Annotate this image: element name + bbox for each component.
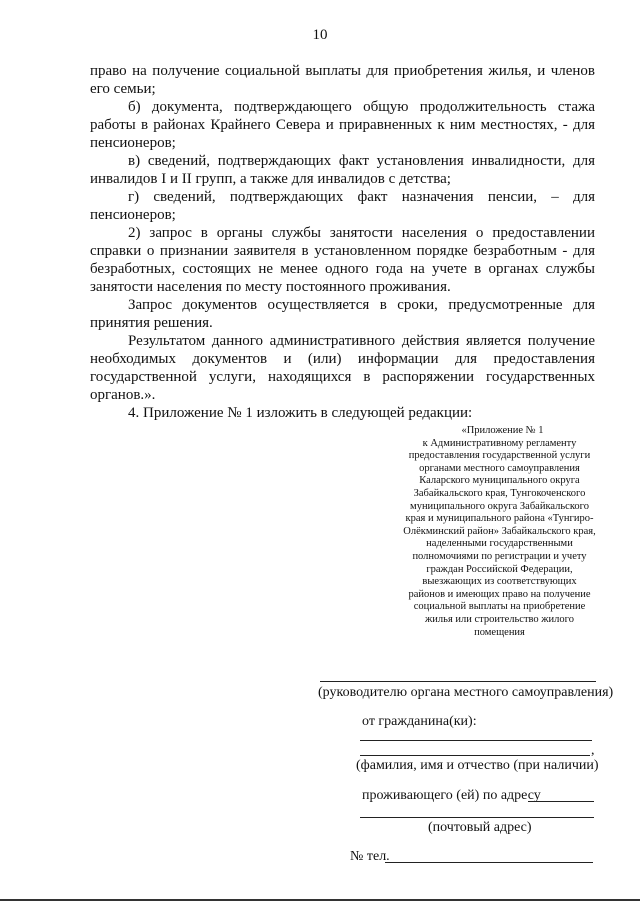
- appendix-line: края и муниципального района «Тунгиро-: [405, 513, 594, 525]
- appendix-heading: [382, 425, 617, 639]
- paragraph: Результатом данного административного действия является получение необходимых документов и (или) информации для предоставления государственной услуги, находящихся в распоряжении государственных органов.».: [90, 333, 595, 403]
- name-line-1[interactable]: [360, 740, 592, 741]
- address-line[interactable]: [360, 817, 594, 818]
- appendix-line: помещения: [474, 626, 525, 638]
- appendix-line: граждан Российской Федерации,: [426, 563, 573, 575]
- appendix-title: «Приложение № 1: [461, 425, 544, 436]
- paragraph: Запрос документов осуществляется в сроки, предусмотренные для принятия решения.: [90, 297, 595, 331]
- bottom-rule: [0, 899, 640, 901]
- appendix-line: жилья или строительство жилого: [425, 613, 574, 625]
- paragraph: в) сведений, подтверждающих факт установления инвалидности, для инвалидов I и II групп, а также для инвалидов с детства;: [90, 153, 595, 187]
- appendix-line: к Административному регламенту: [422, 437, 577, 449]
- paragraph: 4. Приложение № 1 изложить в следующей редакции:: [128, 405, 473, 421]
- phone-label: № тел.: [350, 849, 390, 864]
- name-caption: (фамилия, имя и отчество (при наличии): [356, 758, 599, 773]
- appendix-line: предоставления государственной услуги: [408, 450, 591, 462]
- page-number: 10: [312, 27, 328, 43]
- paragraph: право на получение социальной выплаты для приобретения жилья, и членов его семьи;: [90, 63, 595, 97]
- appendix-line: Олёкминский район» Забайкальского края,: [403, 525, 596, 537]
- appendix-line: наделенными государственными: [426, 538, 573, 550]
- address-line-inline[interactable]: [528, 801, 594, 802]
- paragraph: г) сведений, подтверждающих факт назначения пенсии, – для пенсионеров;: [90, 189, 595, 223]
- address-caption: (почтовый адрес): [428, 820, 532, 835]
- address-label: проживающего (ей) по адресу: [362, 788, 541, 803]
- from-label: от гражданина(ки):: [362, 714, 477, 729]
- name-line-comma: ,: [591, 743, 595, 758]
- recipient-caption: (руководителю органа местного самоуправления): [318, 685, 614, 700]
- appendix-line: выезжающих из соответствующих: [422, 576, 577, 588]
- appendix-line: Забайкальского края, Тунгокоченского: [413, 487, 586, 499]
- appendix-line: органами местного самоуправления: [419, 462, 580, 474]
- name-line-2[interactable]: [360, 755, 590, 756]
- paragraph: 2) запрос в органы службы занятости населения о предоставлении справки о признании заявителя в установленном порядке безработным - для безработных, состоящих не менее одного года на учете в органах службы занятости населения по месту постоянного проживания.: [90, 225, 595, 295]
- appendix-line: социальной выплаты на приобретение: [413, 601, 586, 613]
- recipient-line[interactable]: [320, 681, 596, 682]
- phone-line[interactable]: [385, 862, 593, 863]
- body-text: [90, 62, 595, 422]
- appendix-line: районов и имеющих право на получение: [408, 588, 591, 600]
- appendix-line: муниципального округа Забайкальского: [410, 500, 589, 512]
- appendix-line: полномочиями по регистрации и учету: [412, 550, 587, 562]
- paragraph: б) документа, подтверждающего общую продолжительность стажа работы в районах Крайнего Севера и приравненных к ним местностях, - для пенсионеров;: [90, 99, 595, 151]
- appendix-line: Каларского муниципального округа: [419, 475, 580, 487]
